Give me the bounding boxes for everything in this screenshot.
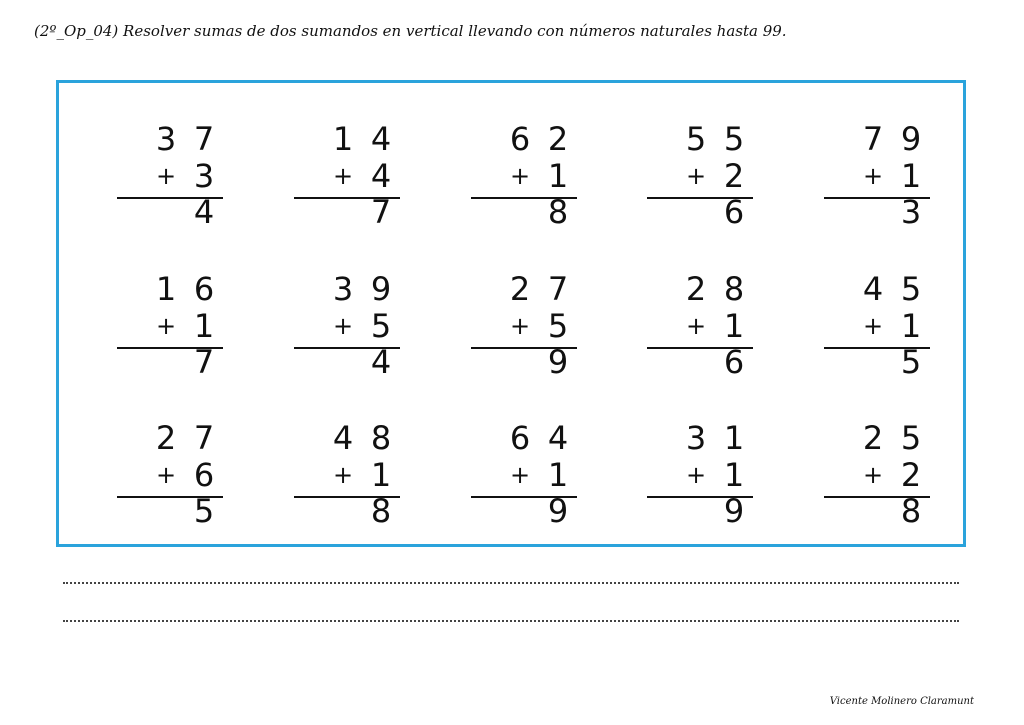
digit: 8 [370,419,392,457]
digit: 4 [193,193,215,231]
addition-problem [294,120,400,231]
digit: 1 [900,307,922,345]
second-addend [294,457,400,529]
digit: 4 [862,270,884,308]
first-addend [854,420,930,456]
plus-sign: + [155,162,177,190]
digit: 1 [723,307,745,345]
digit: 6 [509,419,531,457]
first-addend [324,121,400,157]
sum-rule [824,197,930,199]
digit: 9 [900,120,922,158]
answer-line-1[interactable] [63,582,959,584]
sum-rule [471,347,577,349]
sum-rule [117,347,223,349]
first-addend [147,121,223,157]
addition-problem [824,419,930,530]
addition-problem [117,120,223,231]
digit: 5 [900,343,922,381]
sum-rule [117,197,223,199]
digit: 8 [370,492,392,530]
sum-rule [471,197,577,199]
digit: 1 [723,456,745,494]
digit: 2 [723,157,745,195]
digit: 2 [900,456,922,494]
digit: 6 [723,343,745,381]
digit: 9 [547,343,569,381]
plus-sign: + [332,312,354,340]
first-addend [147,271,223,307]
digit: 6 [193,270,215,308]
first-addend [854,121,930,157]
digit: 7 [547,270,569,308]
digit: 5 [685,120,707,158]
addition-problem [647,419,753,530]
sum-rule [647,197,753,199]
digit: 7 [193,419,215,457]
second-addend [647,158,753,230]
digit: 3 [155,120,177,158]
plus-sign: + [509,162,531,190]
addition-problem [647,270,753,381]
plus-sign: + [155,461,177,489]
digit: 4 [370,120,392,158]
digit: 1 [332,120,354,158]
digit: 6 [723,193,745,231]
digit: 2 [547,120,569,158]
digit: 2 [155,419,177,457]
first-addend [324,271,400,307]
digit: 5 [193,492,215,530]
digit: 6 [509,120,531,158]
addition-problem [294,419,400,530]
addition-problem [117,270,223,381]
first-addend [677,420,753,456]
digit: 1 [547,456,569,494]
first-addend [677,121,753,157]
digit: 5 [900,419,922,457]
addition-problem [117,419,223,530]
digit: 3 [685,419,707,457]
sum-rule [294,347,400,349]
second-addend [647,457,753,529]
first-addend [501,420,577,456]
plus-sign: + [509,461,531,489]
second-addend [647,308,753,380]
addition-problem [471,270,577,381]
digit: 9 [547,492,569,530]
digit: 7 [370,193,392,231]
digit: 8 [723,270,745,308]
sum-rule [294,197,400,199]
sum-rule [824,347,930,349]
second-addend [117,308,223,380]
digit: 2 [509,270,531,308]
digit: 3 [332,270,354,308]
digit: 3 [193,157,215,195]
digit: 7 [193,120,215,158]
digit: 1 [900,157,922,195]
digit: 7 [193,343,215,381]
digit: 1 [370,456,392,494]
second-addend [824,308,930,380]
plus-sign: + [862,162,884,190]
digit: 5 [900,270,922,308]
digit: 4 [370,343,392,381]
addition-problem [647,120,753,231]
exercise-board [56,80,966,547]
author-credit: Vicente Molinero Claramunt [829,696,974,707]
digit: 4 [332,419,354,457]
plus-sign: + [685,312,707,340]
digit: 5 [547,307,569,345]
answer-line-2[interactable] [63,620,959,622]
addition-problem [471,419,577,530]
sum-rule [294,496,400,498]
second-addend [471,308,577,380]
plus-sign: + [862,312,884,340]
digit: 5 [723,120,745,158]
digit: 8 [900,492,922,530]
plus-sign: + [332,162,354,190]
digit: 1 [155,270,177,308]
first-addend [324,420,400,456]
second-addend [471,158,577,230]
second-addend [294,158,400,230]
first-addend [677,271,753,307]
digit: 6 [193,456,215,494]
digit: 3 [900,193,922,231]
sum-rule [471,496,577,498]
first-addend [854,271,930,307]
second-addend [117,158,223,230]
digit: 1 [723,419,745,457]
first-addend [501,271,577,307]
second-addend [294,308,400,380]
addition-problem [824,270,930,381]
digit: 2 [862,419,884,457]
second-addend [117,457,223,529]
digit: 5 [370,307,392,345]
sum-rule [117,496,223,498]
digit: 4 [547,419,569,457]
digit: 8 [547,193,569,231]
addition-problem [824,120,930,231]
digit: 9 [723,492,745,530]
addition-problem [294,270,400,381]
digit: 9 [370,270,392,308]
digit: 7 [862,120,884,158]
plus-sign: + [332,461,354,489]
first-addend [501,121,577,157]
sum-rule [647,496,753,498]
first-addend [147,420,223,456]
sum-rule [647,347,753,349]
plus-sign: + [862,461,884,489]
addition-problem [471,120,577,231]
plus-sign: + [685,461,707,489]
digit: 1 [547,157,569,195]
digit: 2 [685,270,707,308]
second-addend [824,158,930,230]
sum-rule [824,496,930,498]
second-addend [824,457,930,529]
digit: 4 [370,157,392,195]
plus-sign: + [685,162,707,190]
digit: 1 [193,307,215,345]
plus-sign: + [155,312,177,340]
second-addend [471,457,577,529]
plus-sign: + [509,312,531,340]
instruction-title: (2º_Op_04) Resolver sumas de dos sumandos en vertical llevando con números naturales hasta 99. [34,22,787,40]
